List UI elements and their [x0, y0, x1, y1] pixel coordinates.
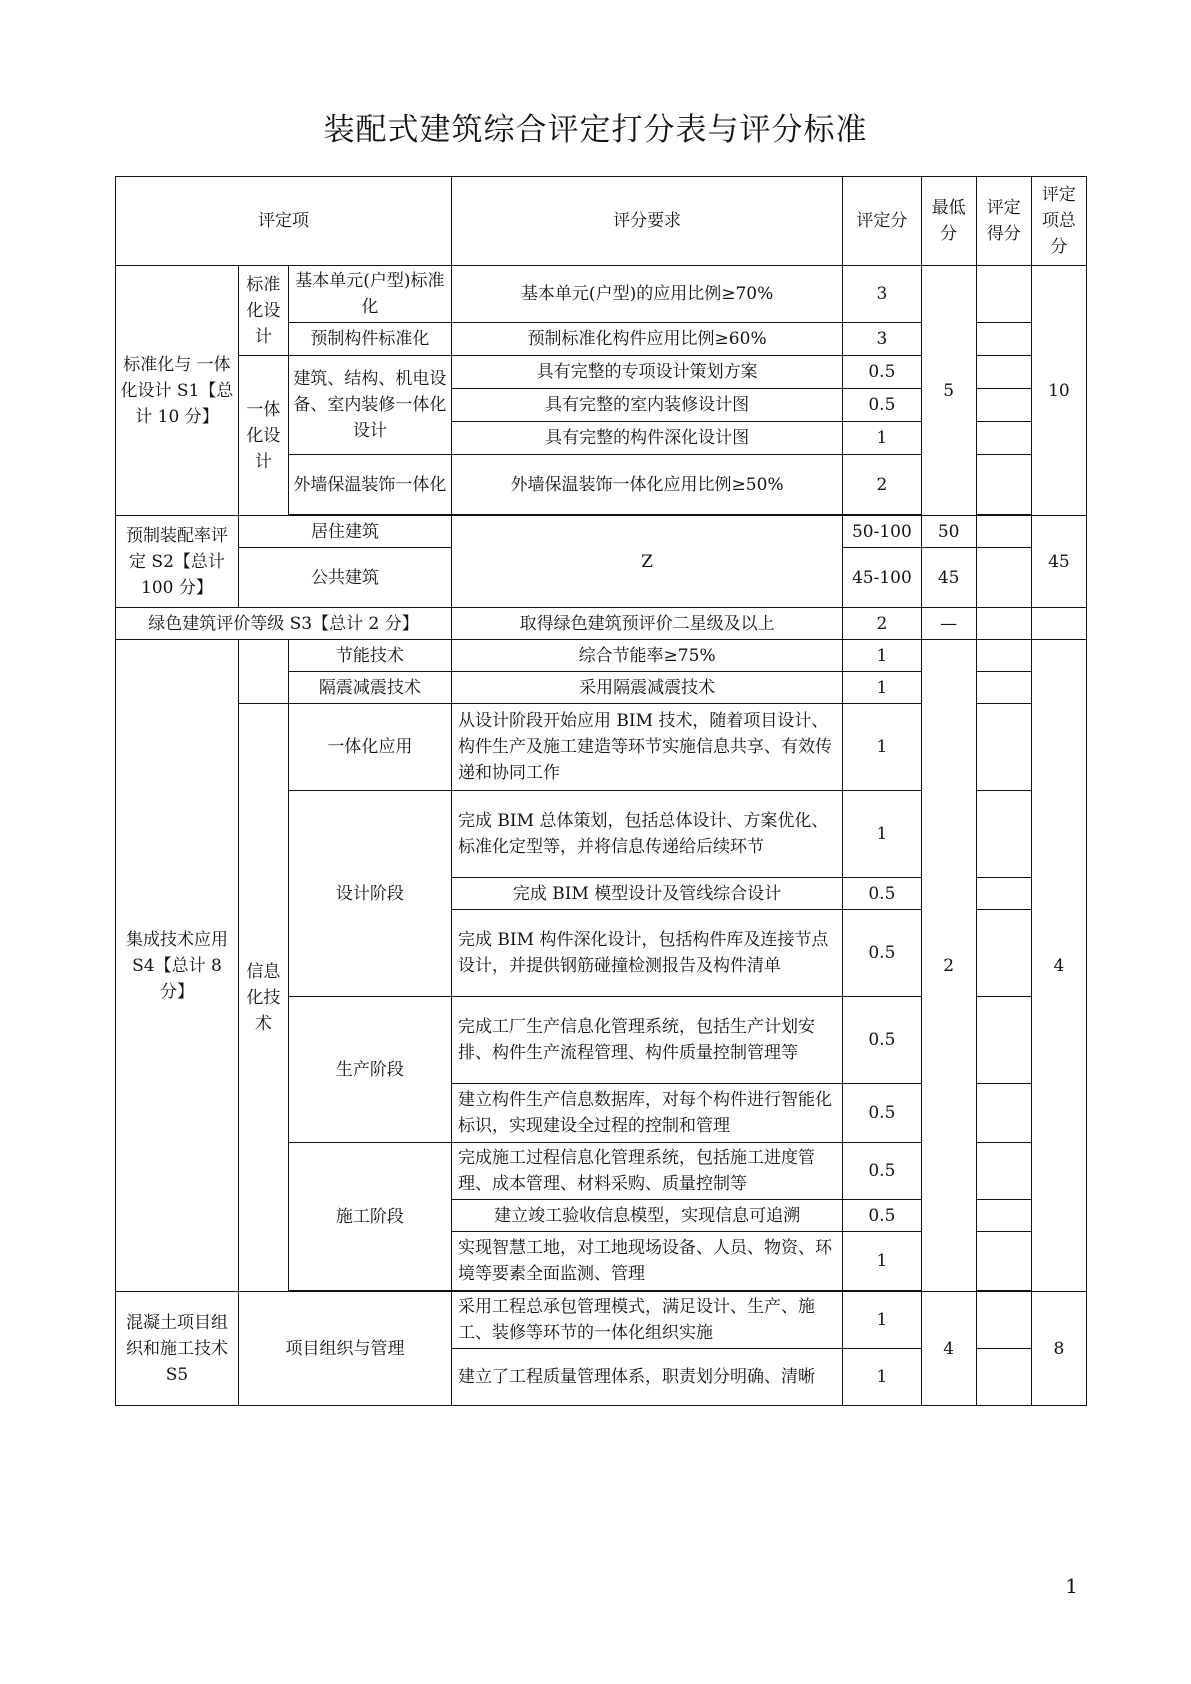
s4-name: 集成技术应用 S4【总计 8 分】 [116, 640, 239, 1292]
s4-construction-req: 建立竣工验收信息模型，实现信息可追溯 [452, 1200, 843, 1232]
s1-int-req: 具有完整的室内装修设计图 [452, 389, 843, 422]
header-score: 评定分 [843, 177, 921, 266]
got-score-cell[interactable] [976, 1292, 1031, 1349]
s2-req: Z [452, 516, 843, 608]
s4-design-req: 完成 BIM 总体策划，包括总体设计、方案优化、标准化定型等，并将信息传递给后续环节 [452, 791, 843, 878]
got-score-cell[interactable] [976, 1349, 1031, 1406]
s1-total: 10 [1031, 266, 1086, 516]
s5-name: 混凝土项目组织和施工技术 S5 [116, 1292, 239, 1406]
table-row [116, 266, 1087, 323]
s4-integration-sub: 一体化应用 [288, 704, 451, 791]
s4-info-group: 信息化技术 [238, 704, 288, 1292]
s4-min: 2 [921, 640, 976, 1292]
table-row [116, 640, 1087, 672]
got-score-cell[interactable] [976, 422, 1031, 455]
s4-production-score: 0.5 [843, 1084, 921, 1143]
s5-total: 8 [1031, 1292, 1086, 1406]
s1-std-score: 3 [843, 323, 921, 356]
s4-construction-score: 0.5 [843, 1143, 921, 1200]
s4-total: 4 [1031, 640, 1086, 1292]
got-score-cell[interactable] [976, 910, 1031, 997]
table-row [116, 516, 1087, 548]
s4-production-req: 完成工厂生产信息化管理系统，包括生产计划安排、构件生产流程管理、构件质量控制管理等 [452, 997, 843, 1084]
got-score-cell[interactable] [976, 516, 1031, 548]
s1-int-score: 1 [843, 422, 921, 455]
s4-construction-sub: 施工阶段 [288, 1143, 451, 1291]
table-row [116, 1292, 1087, 1349]
s4-energy-score: 1 [843, 640, 921, 672]
s4-design-sub: 设计阶段 [288, 791, 451, 997]
got-score-cell[interactable] [976, 1084, 1031, 1143]
header-item-total: 评定项总分 [1031, 177, 1086, 266]
s2-name: 预制装配率评定 S2【总计 100 分】 [116, 516, 239, 608]
got-score-cell[interactable] [976, 704, 1031, 791]
got-score-cell[interactable] [976, 997, 1031, 1084]
s1-min: 5 [921, 266, 976, 516]
s4-construction-req: 完成施工过程信息化管理系统，包括施工进度管理、成本管理、材料采购、质量控制等 [452, 1143, 843, 1200]
s4-energy-sub: 节能技术 [288, 640, 451, 672]
header-requirement: 评分要求 [452, 177, 843, 266]
s4-seismic-score: 1 [843, 672, 921, 704]
s1-std-req: 基本单元(户型)的应用比例≥70% [452, 266, 843, 323]
s3-name: 绿色建筑评价等级 S3【总计 2 分】 [116, 608, 452, 640]
s4-seismic-sub: 隔震减震技术 [288, 672, 451, 704]
got-score-cell[interactable] [976, 1232, 1031, 1291]
s4-integration-req: 从设计阶段开始应用 BIM 技术，随着项目设计、构件生产及施工建造等环节实施信息共享、有效传递和协同工作 [452, 704, 843, 791]
got-score-cell[interactable] [976, 323, 1031, 356]
got-score-cell[interactable] [976, 791, 1031, 878]
s1-int-group: 一体化设计 [238, 356, 288, 516]
page-title: 装配式建筑综合评定打分表与评分标准 [323, 112, 868, 148]
s3-total-cell [1031, 608, 1086, 640]
got-score-cell[interactable] [976, 548, 1031, 608]
s3-min: — [921, 608, 976, 640]
header-item: 评定项 [116, 177, 452, 266]
got-score-cell[interactable] [976, 1200, 1031, 1232]
s4-design-score: 0.5 [843, 878, 921, 910]
s4-design-req: 完成 BIM 模型设计及管线综合设计 [452, 878, 843, 910]
s5-score: 1 [843, 1349, 921, 1406]
s4-construction-score: 0.5 [843, 1200, 921, 1232]
s5-score: 1 [843, 1292, 921, 1349]
s4-design-score: 1 [843, 791, 921, 878]
s4-production-req: 建立构件生产信息数据库，对每个构件进行智能化标识，实现建设全过程的控制和管理 [452, 1084, 843, 1143]
s1-name: 标准化与 一体化设计 S1【总计 10 分】 [116, 266, 239, 516]
s1-int-req: 具有完整的构件深化设计图 [452, 422, 843, 455]
s2-score: 50-100 [843, 516, 921, 548]
s4-integration-score: 1 [843, 704, 921, 791]
s5-req: 采用工程总承包管理模式，满足设计、生产、施工、装修等环节的一体化组织实施 [452, 1292, 843, 1349]
s1-std-score: 3 [843, 266, 921, 323]
got-score-cell[interactable] [976, 389, 1031, 422]
s1-int-sub2: 外墙保温装饰一体化 [288, 455, 451, 515]
s1-int-score2: 2 [843, 455, 921, 515]
s2-score: 45-100 [843, 548, 921, 608]
s1-int-score: 0.5 [843, 356, 921, 389]
got-score-cell[interactable] [976, 266, 1031, 323]
s2-sub: 居住建筑 [238, 516, 451, 548]
s4-production-score: 0.5 [843, 997, 921, 1084]
s2-total: 45 [1031, 516, 1086, 608]
score-table [115, 176, 1087, 1406]
s4-construction-req: 实现智慧工地，对工地现场设备、人员、物资、环境等要素全面监测、管理 [452, 1232, 843, 1291]
header-min-score: 最低分 [921, 177, 976, 266]
got-score-cell[interactable] [976, 672, 1031, 704]
s4-design-score: 0.5 [843, 910, 921, 997]
got-score-cell[interactable] [976, 640, 1031, 672]
s4-construction-score: 1 [843, 1232, 921, 1291]
s1-std-group: 标准化设计 [238, 266, 288, 356]
s2-sub: 公共建筑 [238, 548, 451, 608]
s5-min: 4 [921, 1292, 976, 1406]
s2-min: 45 [921, 548, 976, 608]
s5-sub: 项目组织与管理 [238, 1292, 451, 1406]
s1-int-req2: 外墙保温装饰一体化应用比例≥50% [452, 455, 843, 515]
s3-req: 取得绿色建筑预评价二星级及以上 [452, 608, 843, 640]
s4-blank-cell [238, 640, 288, 704]
s2-min: 50 [921, 516, 976, 548]
s4-energy-req: 综合节能率≥75% [452, 640, 843, 672]
got-score-cell[interactable] [976, 455, 1031, 515]
got-score-cell[interactable] [976, 878, 1031, 910]
page-number: 1 [1065, 1574, 1078, 1598]
got-score-cell[interactable] [976, 608, 1031, 640]
s1-int-sub1: 建筑、结构、机电设备、室内装修一体化设计 [288, 356, 451, 455]
s1-int-req: 具有完整的专项设计策划方案 [452, 356, 843, 389]
s4-production-sub: 生产阶段 [288, 997, 451, 1143]
got-score-cell[interactable] [976, 356, 1031, 389]
s1-std-req: 预制标准化构件应用比例≥60% [452, 323, 843, 356]
s3-score: 2 [843, 608, 921, 640]
s5-req: 建立了工程质量管理体系，职责划分明确、清晰 [452, 1349, 843, 1406]
s4-design-req: 完成 BIM 构件深化设计，包括构件库及连接节点设计，并提供钢筋碰撞检测报告及构件清单 [452, 910, 843, 997]
s1-std-sub: 基本单元(户型)标准化 [288, 266, 451, 323]
s4-seismic-req: 采用隔震减震技术 [452, 672, 843, 704]
header-row [116, 177, 1087, 266]
s1-int-score: 0.5 [843, 389, 921, 422]
got-score-cell[interactable] [976, 1143, 1031, 1200]
header-got-score: 评定得分 [976, 177, 1031, 266]
s1-std-sub: 预制构件标准化 [288, 323, 451, 356]
table-row [116, 608, 1087, 640]
